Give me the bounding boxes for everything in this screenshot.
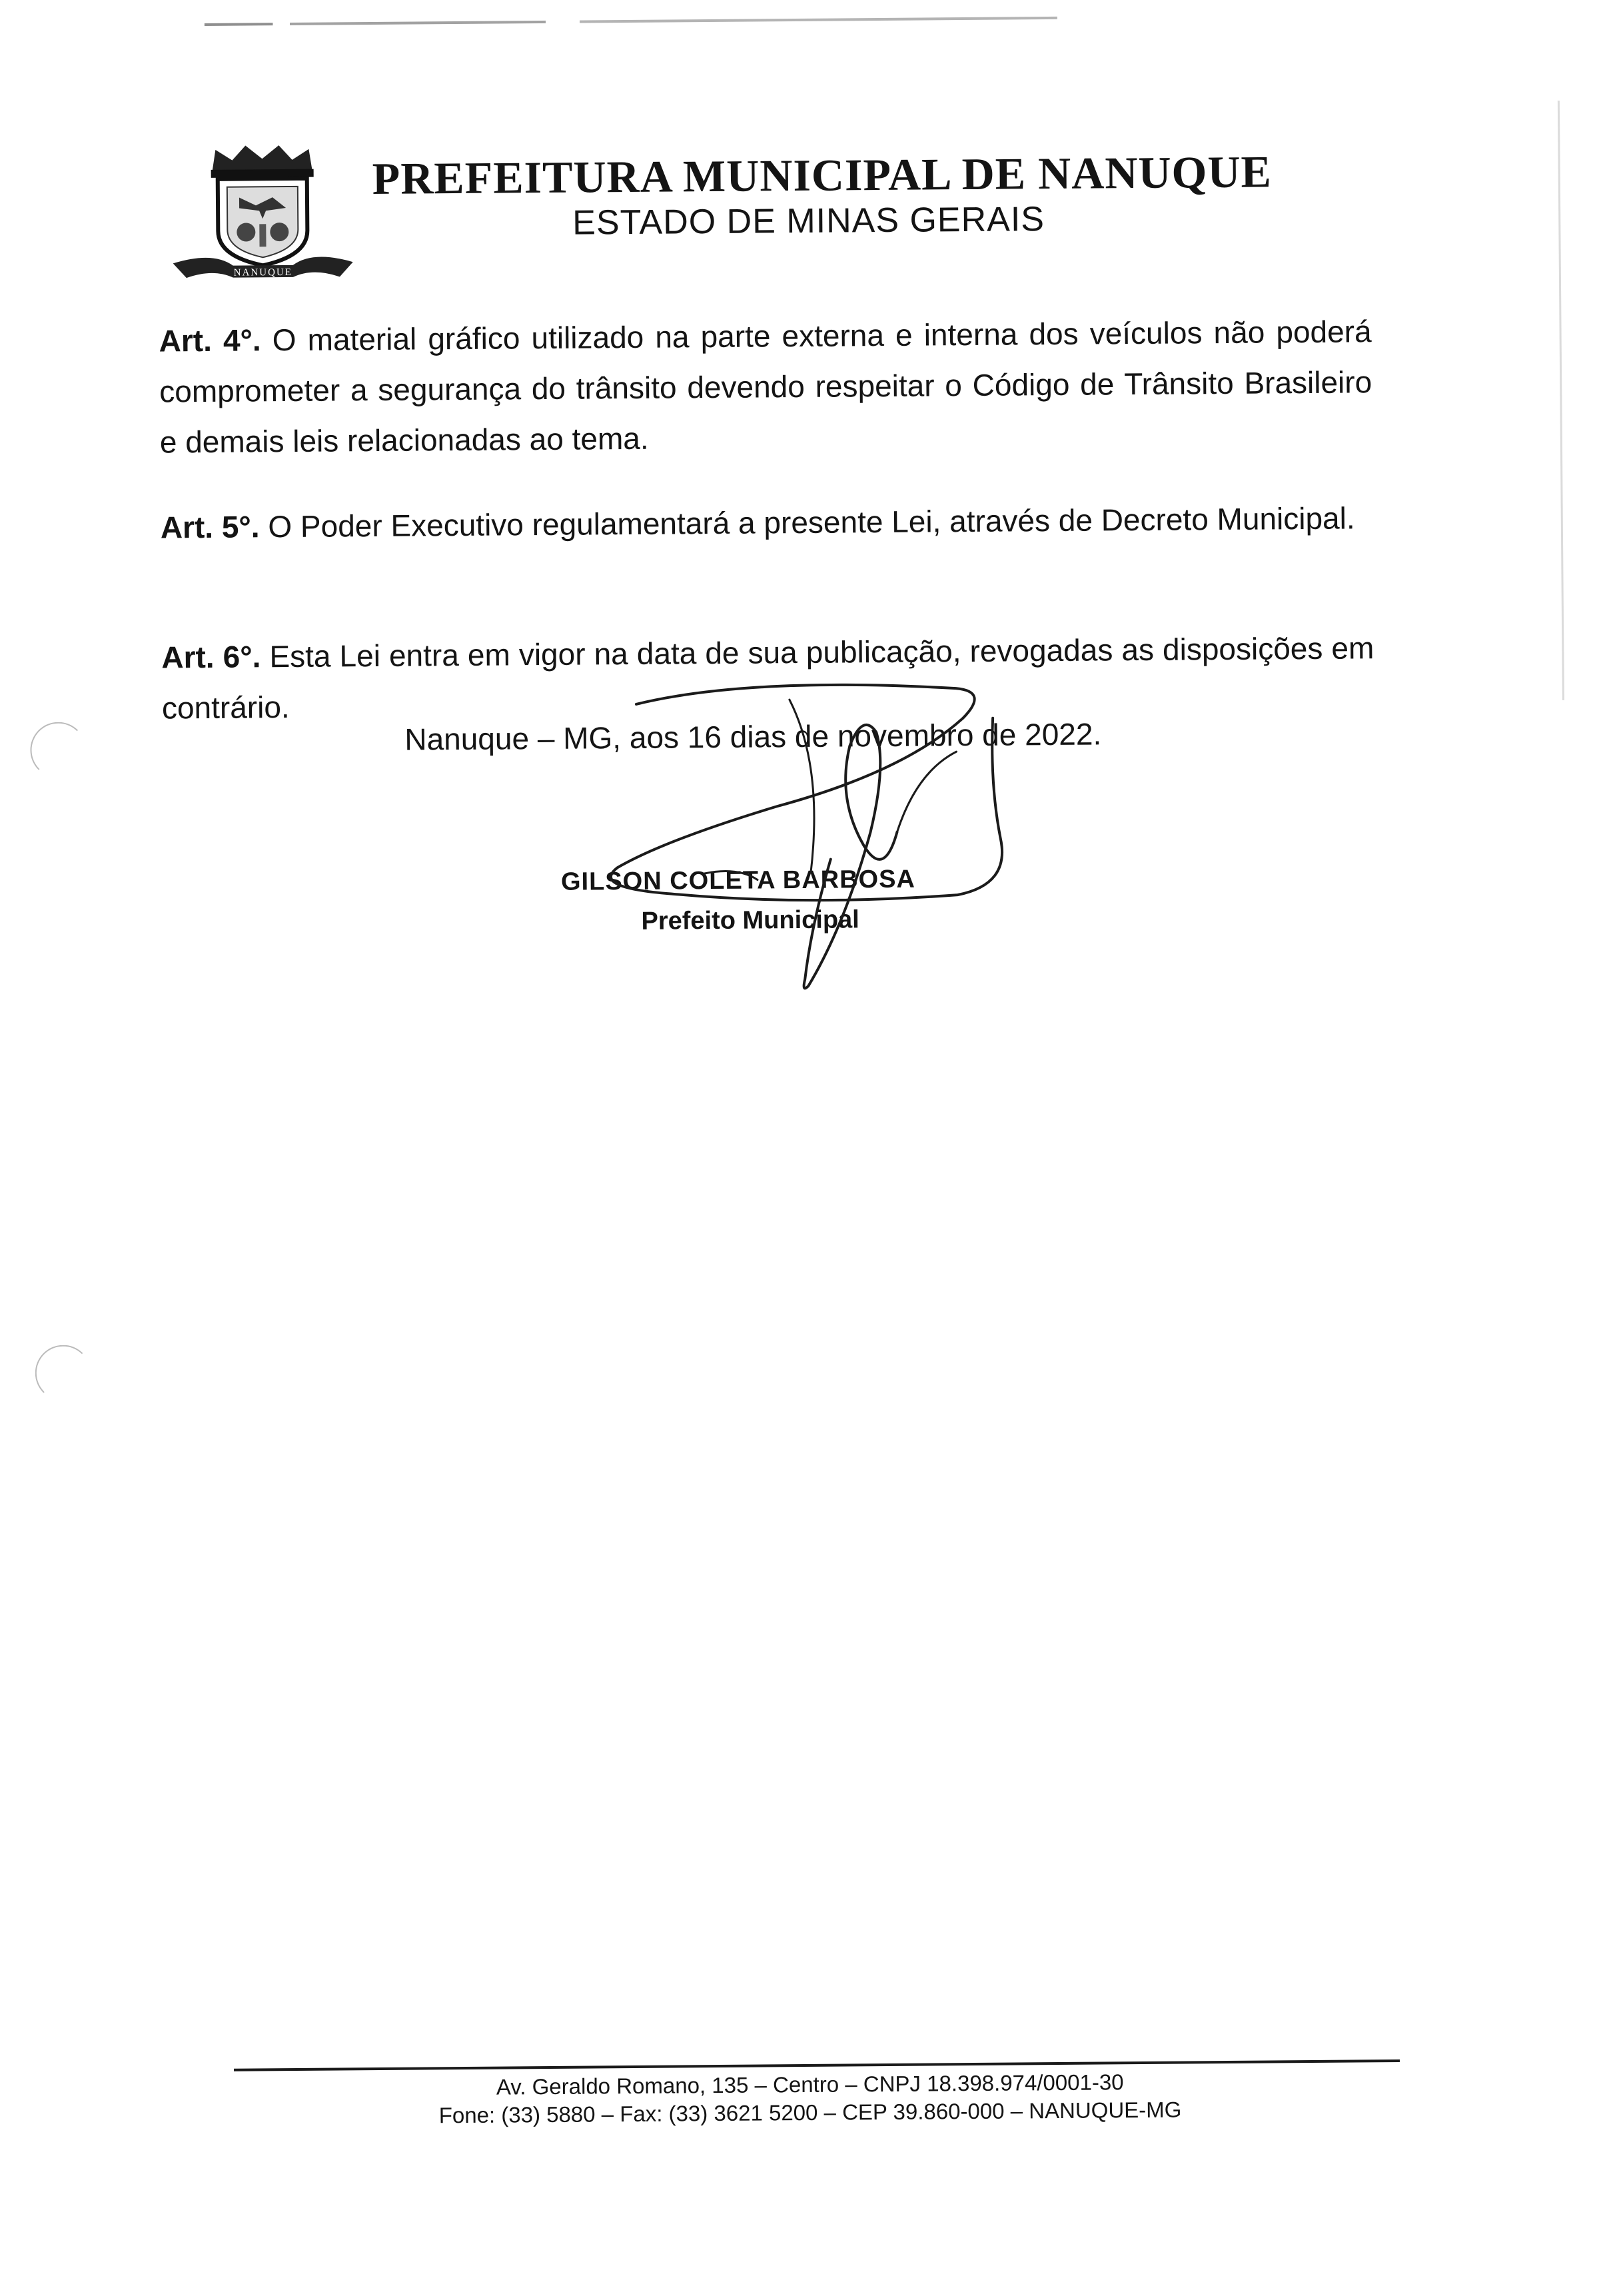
signer-role: Prefeito Municipal	[641, 905, 859, 935]
handwritten-signature	[583, 671, 1092, 995]
crest-ribbon-text: NANUQUE	[233, 267, 292, 279]
punch-hole	[35, 1345, 91, 1401]
article-4	[159, 306, 1372, 467]
municipal-crest-logo	[165, 143, 360, 288]
footer-contact: Fone: (33) 5880 – Fax: (33) 3621 5200 – CEP 39.860-000 – NANUQUE-MG	[438, 2097, 1182, 2128]
footer-address: Av. Geraldo Romano, 135 – Centro – CNPJ 18.398.974/0001-30	[496, 2069, 1124, 2099]
article-text: O Poder Executivo regulamentará a presente Lei, através de Decreto Municipal.	[268, 500, 1355, 544]
article-label: Art. 5°.	[160, 509, 260, 545]
date-line: Nanuque – MG, aos 16 dias de novembro de 2022.	[404, 716, 1102, 757]
page-title: PREFEITURA MUNICIPAL DE NANUQUE	[372, 146, 1273, 204]
letterhead	[152, 135, 1419, 292]
page-subtitle: ESTADO DE MINAS GERAIS	[572, 200, 1045, 243]
article-label: Art. 4°.	[159, 322, 261, 358]
punch-hole	[30, 722, 87, 778]
signer-name: GILSON COLETA BARBOSA	[560, 865, 916, 896]
scan-artifact-right	[1558, 101, 1564, 700]
article-text: O material gráfico utilizado na parte externa e interna dos veículos não poderá comprometer a segurança do trânsito devendo respeitar o Código de Trânsito Brasileiro e demais leis relacionadas ao tema.	[159, 314, 1372, 460]
article-text: Esta Lei entra em vigor na data de sua publicação, revogadas as disposições em contrário.	[161, 630, 1374, 726]
scan-artifact-top	[205, 17, 1057, 26]
article-5	[161, 492, 1374, 552]
article-label: Art. 6°.	[161, 639, 261, 675]
